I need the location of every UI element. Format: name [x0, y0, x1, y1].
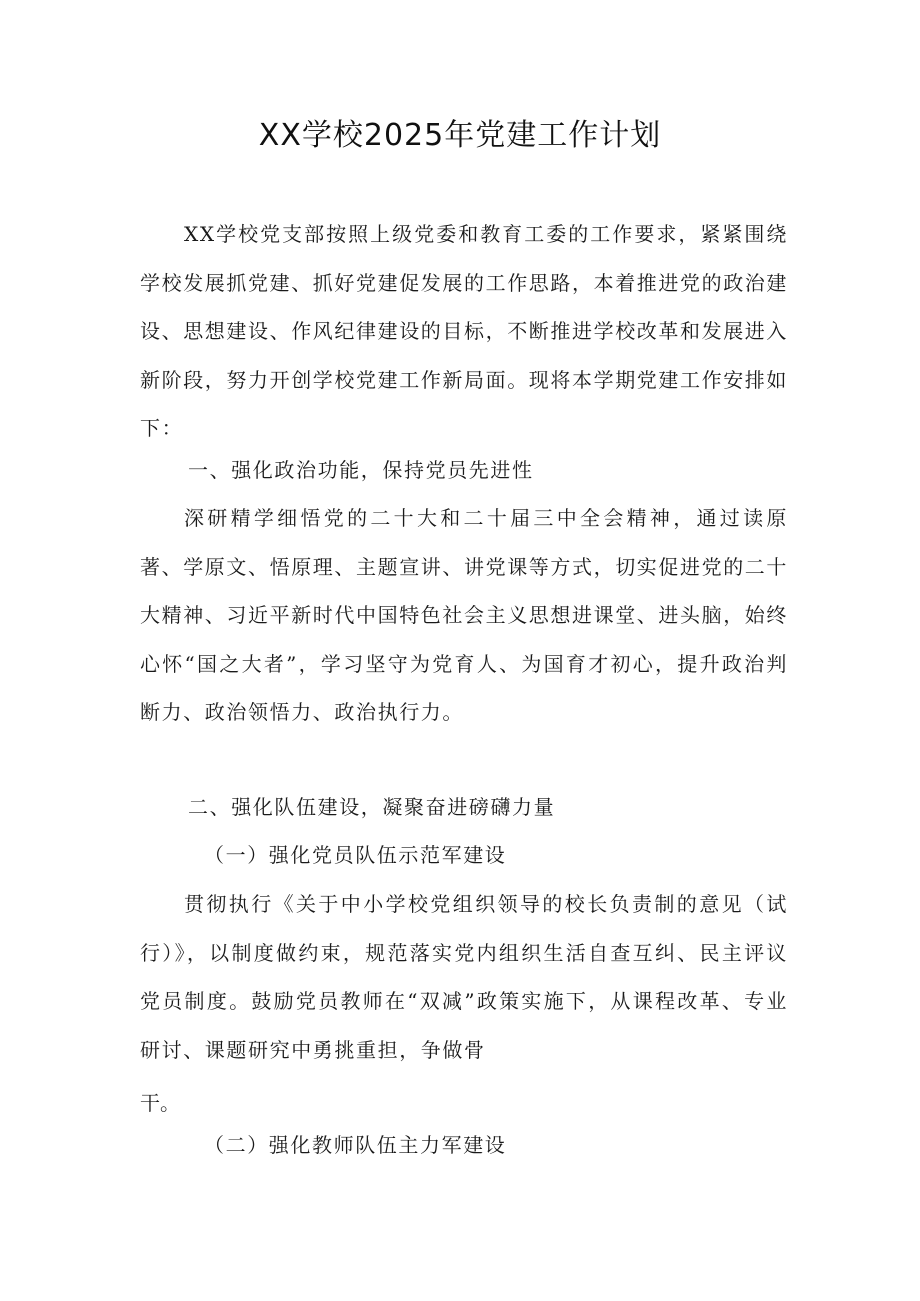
subsection-2-1-paragraph-tail: 干。 [140, 1091, 180, 1115]
document-title: XX学校2025年党建工作计划 [258, 118, 662, 153]
intro-paragraph: XX学校党支部按照上级党委和教育工委的工作要求，紧紧围绕学校发展抓党建、抓好党建促发展的工作思路，本着推进党的政治建设、思想建设、作风纪律建设的目标，不断推进学校改革和发展进入新阶段，努力开创学校党建工作新局面。现将本学期党建工作安排如下： [140, 222, 788, 440]
subsection-2-2-heading: （二）强化教师队伍主力军建设 [204, 1133, 507, 1157]
section-1-paragraph: 深研精学细悟党的二十大和二十届三中全会精神，通过读原著、学原文、悟原理、主题宣讲、讲党课等方式，切实促进党的二十大精神、习近平新时代中国特色社会主义思想进课堂、进头脑，始终心怀“国之大者”，学习坚守为党育人、为国育才初心，提升政治判断力、政治领悟力、政治执行力。 [140, 506, 788, 724]
subsection-2-1-heading: （一）强化党员队伍示范军建设 [204, 843, 507, 867]
section-2-heading: 二、强化队伍建设，凝聚奋进磅礴力量 [188, 795, 556, 819]
section-1-heading: 一、强化政治功能，保持党员先进性 [188, 458, 534, 482]
subsection-2-1-paragraph: 贯彻执行《关于中小学校党组织领导的校长负责制的意见（试行）》，以制度做约束，规范落实党内组织生活自查互纠、民主评议党员制度。鼓励党员教师在“双减”政策实施下，从课程改革、专业研讨、课题研究中勇挑重担，争做骨 [140, 892, 788, 1062]
